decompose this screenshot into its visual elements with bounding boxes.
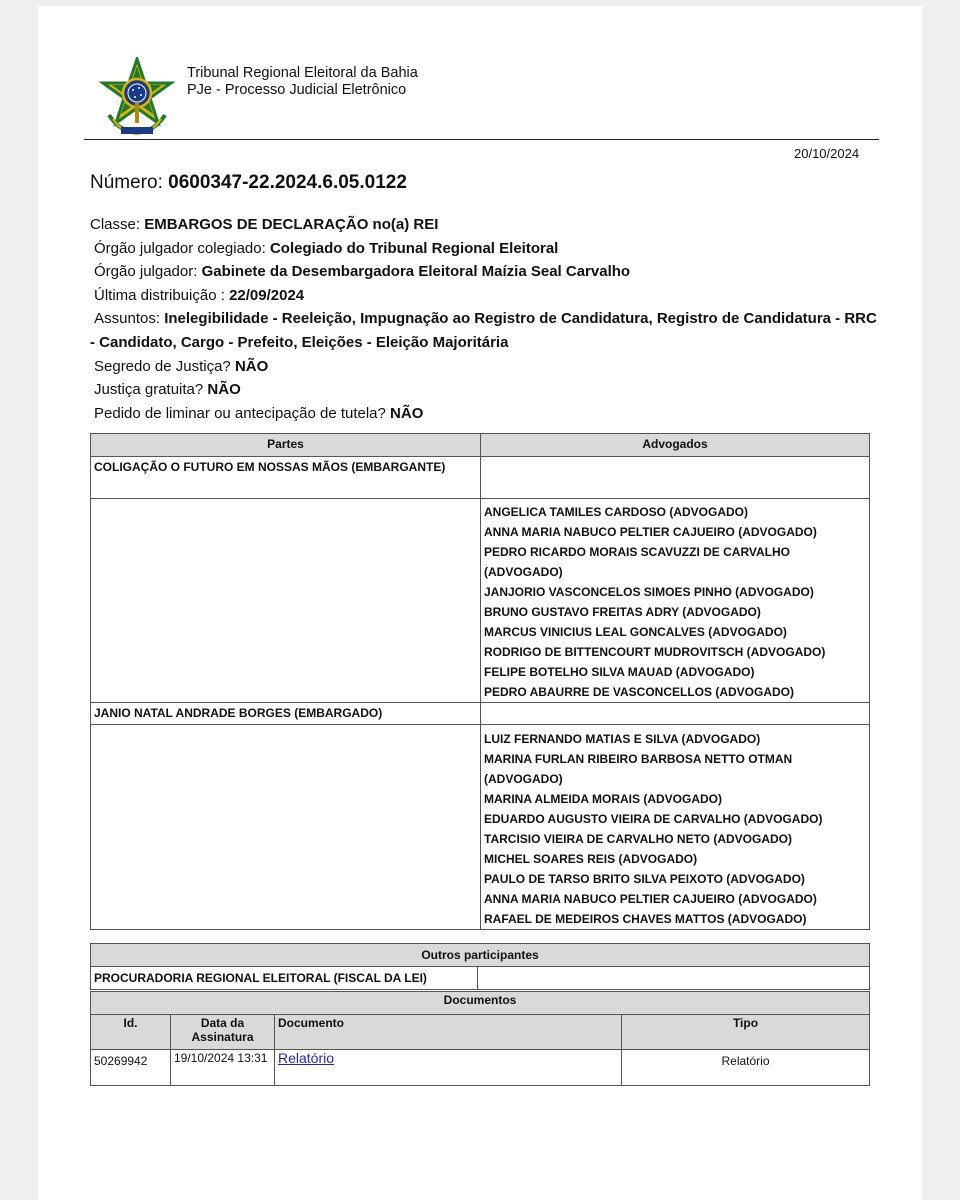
list-item: PEDRO RICARDO MORAIS SCAVUZZI DE CARVALHO (ADVOGADO) bbox=[484, 545, 791, 579]
list-item: PAULO DE TARSO BRITO SILVA PEIXOTO (ADVOGADO) bbox=[484, 872, 805, 886]
doc-tipo: Relatório bbox=[622, 1050, 870, 1086]
field-justica-gratuita: Justiça gratuita? NÃO bbox=[94, 381, 241, 399]
col-header-advogados: Advogados bbox=[481, 434, 870, 457]
field-orgao-colegiado: Órgão julgador colegiado: Colegiado do Tribunal Regional Eleitoral bbox=[94, 239, 559, 257]
documentos-table bbox=[90, 991, 870, 1086]
list-item: ANNA MARIA NABUCO PELTIER CAJUEIRO (ADVOGADO) bbox=[484, 892, 817, 906]
field-assuntos: Assuntos: Inelegibilidade - Reeleição, Impugnação ao Registro de Candidatura, Registro de Candidatura - RRC - Candidato, Cargo - Prefeito, Eleições - Eleição Majoritária bbox=[90, 310, 877, 351]
list-item: MARINA ALMEIDA MORAIS (ADVOGADO) bbox=[484, 792, 722, 806]
list-item: LUIZ FERNANDO MATIAS E SILVA (ADVOGADO) bbox=[484, 732, 761, 746]
field-segredo: Segredo de Justiça? NÃO bbox=[94, 357, 269, 375]
field-orgao-julgador: Órgão julgador: Gabinete da Desembargadora Eleitoral Maízia Seal Carvalho bbox=[94, 263, 631, 281]
table-row bbox=[91, 703, 870, 725]
doc-link[interactable]: Relatório bbox=[278, 1050, 335, 1066]
list-item: ANNA MARIA NABUCO PELTIER CAJUEIRO (ADVOGADO) bbox=[484, 525, 817, 539]
list-item: BRUNO GUSTAVO FREITAS ADRY (ADVOGADO) bbox=[484, 605, 761, 619]
list-item: MICHEL SOARES REIS (ADVOGADO) bbox=[484, 852, 698, 866]
header-divider bbox=[84, 139, 879, 140]
parte-name: COLIGAÇÃO O FUTURO EM NOSSAS MÃOS (EMBARGANTE) bbox=[91, 457, 481, 499]
doc-data: 19/10/2024 13:31 bbox=[171, 1050, 275, 1086]
list-item: PEDRO ABAURRE DE VASCONCELLOS (ADVOGADO) bbox=[484, 685, 795, 699]
list-item: JANJORIO VASCONCELOS SIMOES PINHO (ADVOGADO) bbox=[484, 585, 814, 599]
col-header-documento: Documento bbox=[275, 1015, 622, 1050]
list-item: MARINA FURLAN RIBEIRO BARBOSA NETTO OTMAN (ADVOGADO) bbox=[484, 752, 793, 786]
table-row bbox=[91, 499, 870, 703]
list-item: TARCISIO VIEIRA DE CARVALHO NETO (ADVOGADO) bbox=[484, 832, 793, 846]
document-date: 20/10/2024 bbox=[794, 146, 860, 161]
process-fields bbox=[90, 213, 880, 425]
outros-entry: PROCURADORIA REGIONAL ELEITORAL (FISCAL DA LEI) bbox=[91, 967, 478, 990]
process-number-value: 0600347-22.2024.6.05.0122 bbox=[168, 172, 407, 193]
col-header-partes: Partes bbox=[91, 434, 481, 457]
list-item: RODRIGO DE BITTENCOURT MUDROVITSCH (ADVOGADO) bbox=[484, 645, 826, 659]
outros-participantes-table bbox=[90, 943, 870, 990]
list-item: MARCUS VINICIUS LEAL GONCALVES (ADVOGADO) bbox=[484, 625, 787, 639]
field-classe: Classe: EMBARGOS DE DECLARAÇÃO no(a) REI bbox=[90, 216, 439, 233]
system-name: PJe - Processo Judicial Eletrônico bbox=[187, 82, 407, 98]
list-item: RAFAEL DE MEDEIROS CHAVES MATTOS (ADVOGADO) bbox=[484, 912, 807, 926]
col-header-id: Id. bbox=[91, 1015, 171, 1050]
outros-title: Outros participantes bbox=[91, 944, 870, 967]
process-number bbox=[90, 172, 407, 194]
table-row bbox=[91, 1050, 870, 1086]
process-number-label: Número: bbox=[90, 172, 163, 193]
field-ultima-distribuicao: Última distribuição : 22/09/2024 bbox=[94, 286, 305, 304]
list-item: EDUARDO AUGUSTO VIEIRA DE CARVALHO (ADVOGADO) bbox=[484, 812, 823, 826]
documentos-title: Documentos bbox=[91, 992, 870, 1015]
brazil-coat-of-arms-icon bbox=[99, 57, 175, 137]
doc-id: 50269942 bbox=[91, 1050, 171, 1086]
col-header-tipo: Tipo bbox=[622, 1015, 870, 1050]
col-header-data: Data da Assinatura bbox=[171, 1015, 275, 1050]
advogados-list bbox=[481, 725, 870, 930]
partes-table bbox=[90, 433, 870, 930]
court-name: Tribunal Regional Eleitoral da Bahia bbox=[187, 65, 418, 81]
list-item: FELIPE BOTELHO SILVA MAUAD (ADVOGADO) bbox=[484, 665, 755, 679]
advogados-list bbox=[481, 499, 870, 703]
table-row bbox=[91, 967, 870, 990]
table-row bbox=[91, 457, 870, 499]
parte-name: JANIO NATAL ANDRADE BORGES (EMBARGADO) bbox=[91, 703, 481, 725]
list-item: ANGELICA TAMILES CARDOSO (ADVOGADO) bbox=[484, 505, 748, 519]
field-liminar: Pedido de liminar ou antecipação de tutela? NÃO bbox=[94, 404, 424, 422]
table-row bbox=[91, 725, 870, 930]
